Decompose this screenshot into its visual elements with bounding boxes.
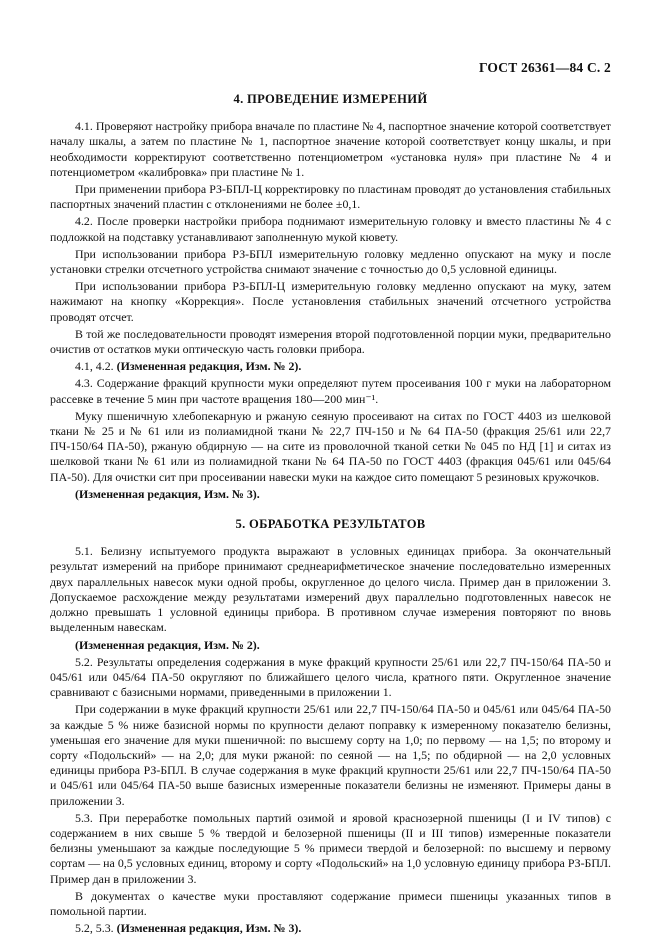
- paragraph: Муку пшеничную хлебопекарную и ржаную сеяную просеивают на ситах по ГОСТ 4403 из шелковой ткани № 25 и № 61 или из полиамидной ткани № 22,7 ПЧ-150 и № 64 ПА-50 (фракция 25/61 или 22,7 ПЧ-150/64 ПА-50), ржаную обдирную — на сите из проволочной тканой сетки № 045 по НД [1] и ситах из шелковой ткани № 61 или из полиамидной ткани № 64 ПА-50 по ГОСТ 4403 (фракция 045/61 или 045/64 ПА-50). Для очистки сит при просеивании навески муки на каждое сито помещают 5 резиновых кружочков.: [50, 408, 611, 484]
- amendment-note: [50, 487, 611, 502]
- paragraph: 5.1. Белизну испытуемого продукта выражают в условных единицах прибора. За окончательный результат измерений на приборе принимают среднеарифметическое значение последовательно измеренных двух параллельных навесок муки одной пробы, округленное до целого числа. Пример дан в приложении 3. Допускаемое расхождение между результатами измерений двух параллельно подготовленных навесок не должно превышать 1 условной единицы прибора. В противном случае измерения повторяют по вновь выделенным навескам.: [50, 544, 611, 635]
- paragraph: В той же последовательности проводят измерения второй подготовленной порции муки, предварительно очистив от остатков муки оптическую часть головки прибора.: [50, 326, 611, 357]
- page-header: ГОСТ 26361—84 С. 2: [478, 60, 611, 75]
- paragraph: 4.2. После проверки настройки прибора поднимают измерительную головку и вместо пластины № 4 с подложкой на подставку устанавливают заполненную мукой кювету.: [50, 214, 611, 244]
- paragraph: В документах о качестве муки проставляют содержание примеси пшеницы указанных типов в помольной партии.: [50, 888, 611, 918]
- paragraph: 5.3. При переработке помольных партий озимой и яровой краснозерной пшеницы (I и IV типов) с содержанием в них свыше 5 % твердой и белозерной пшеницы (II и III типов) измеренные показатели белизны уменьшают за каждые последующие 5 % примеси твердой и белозерной: по высшему и первому сортам — на 0,5 условных единиц, второму и сорту «Подольский» на 1,0 условную единицу прибора РЗ-БПЛ. Пример дан в приложении 3.: [50, 810, 611, 886]
- section-5-title: 5. ОБРАБОТКА РЕЗУЛЬТАТОВ: [235, 517, 426, 532]
- paragraph: При использовании прибора РЗ-БПЛ измерительную головку медленно опускают на муку и после установки стрелки отсчетного устройства снимают значение с точностью до 0,5 условной единицы.: [50, 246, 611, 277]
- paragraph: 5.2. Результаты определения содержания в муке фракций крупности 25/61 или 22,7 ПЧ-150/64 ПА-50 и 045/61 или 045/64 ПА-50 округляют по ближайшего целого числа, кратного пяти. Округленное значение сравнивают с базисными нормами, приведенными в приложении 1.: [50, 654, 611, 700]
- amendment-note: [50, 638, 611, 653]
- amendment-text: (Измененная редакция, Изм. № 2).: [116, 359, 302, 374]
- document-body: [50, 92, 611, 936]
- paragraph: При применении прибора РЗ-БПЛ-Ц корректировку по пластинам проводят до установления стабильных паспортных значений пластин с отклонениями не более ±0,1.: [50, 182, 611, 212]
- amendment-note: [50, 359, 611, 374]
- amendment-clauses: 5.2, 5.3.: [75, 921, 114, 936]
- section-4-title: 4. ПРОВЕДЕНИЕ ИЗМЕРЕНИЙ: [233, 92, 428, 106]
- amendment-clauses: 4.1, 4.2.: [75, 359, 114, 374]
- paragraph: 4.1. Проверяют настройку прибора вначале по пластине № 4, паспортное значение которой соответствует началу шкалы, а затем по пластине № 1, паспортное значение которой соответствует концу шкалы, и при необходимости корректируют соответственно потенциометром «установка нуля» при пластине № 4 и потенциометром «калибровка» при пластине № 1.: [50, 119, 611, 179]
- paragraph: При использовании прибора РЗ-БПЛ-Ц измерительную головку медленно опускают на муку, затем нажимают на кнопку «Коррекция». После установления стабильных значений отсчетного устройства проводят отсчет.: [50, 279, 611, 324]
- paragraph: При содержании в муке фракций крупности 25/61 или 22,7 ПЧ-150/64 ПА-50 и 045/61 или 045/64 ПА-50 за каждые 5 % ниже базисной нормы по крупности делают поправку к измеренному показателю белизны, уменьшая его значение для муки пшеничной: по высшему сорту на 1,0; по первому — на 1,5; по второму и сорту «Подольский» — на 2,0; для муки ржаной: по сеяной — на 1,5; по обдирной — на 2,0 условных единицы прибора РЗ-БПЛ. В случае содержания в муке фракций крупности 25/61 или 22,7 ПЧ-150/64 ПА-50 и 045/61 или 045/64 ПА-50 выше базисных измеренные показатели белизны не изменяют. Примеры даны в приложении 3.: [50, 702, 611, 808]
- amendment-text: (Измененная редакция, Изм. № 3).: [116, 921, 302, 936]
- amendment-note: [50, 921, 611, 936]
- paragraph: 4.3. Содержание фракций крупности муки определяют путем просеивания 100 г муки на лабораторном рассевке в течение 5 мин при частоте вращения 180—200 мин⁻¹.: [50, 376, 611, 406]
- amendment-text: (Измененная редакция, Изм. № 3).: [75, 486, 260, 501]
- amendment-text: (Измененная редакция, Изм. № 2).: [75, 637, 260, 652]
